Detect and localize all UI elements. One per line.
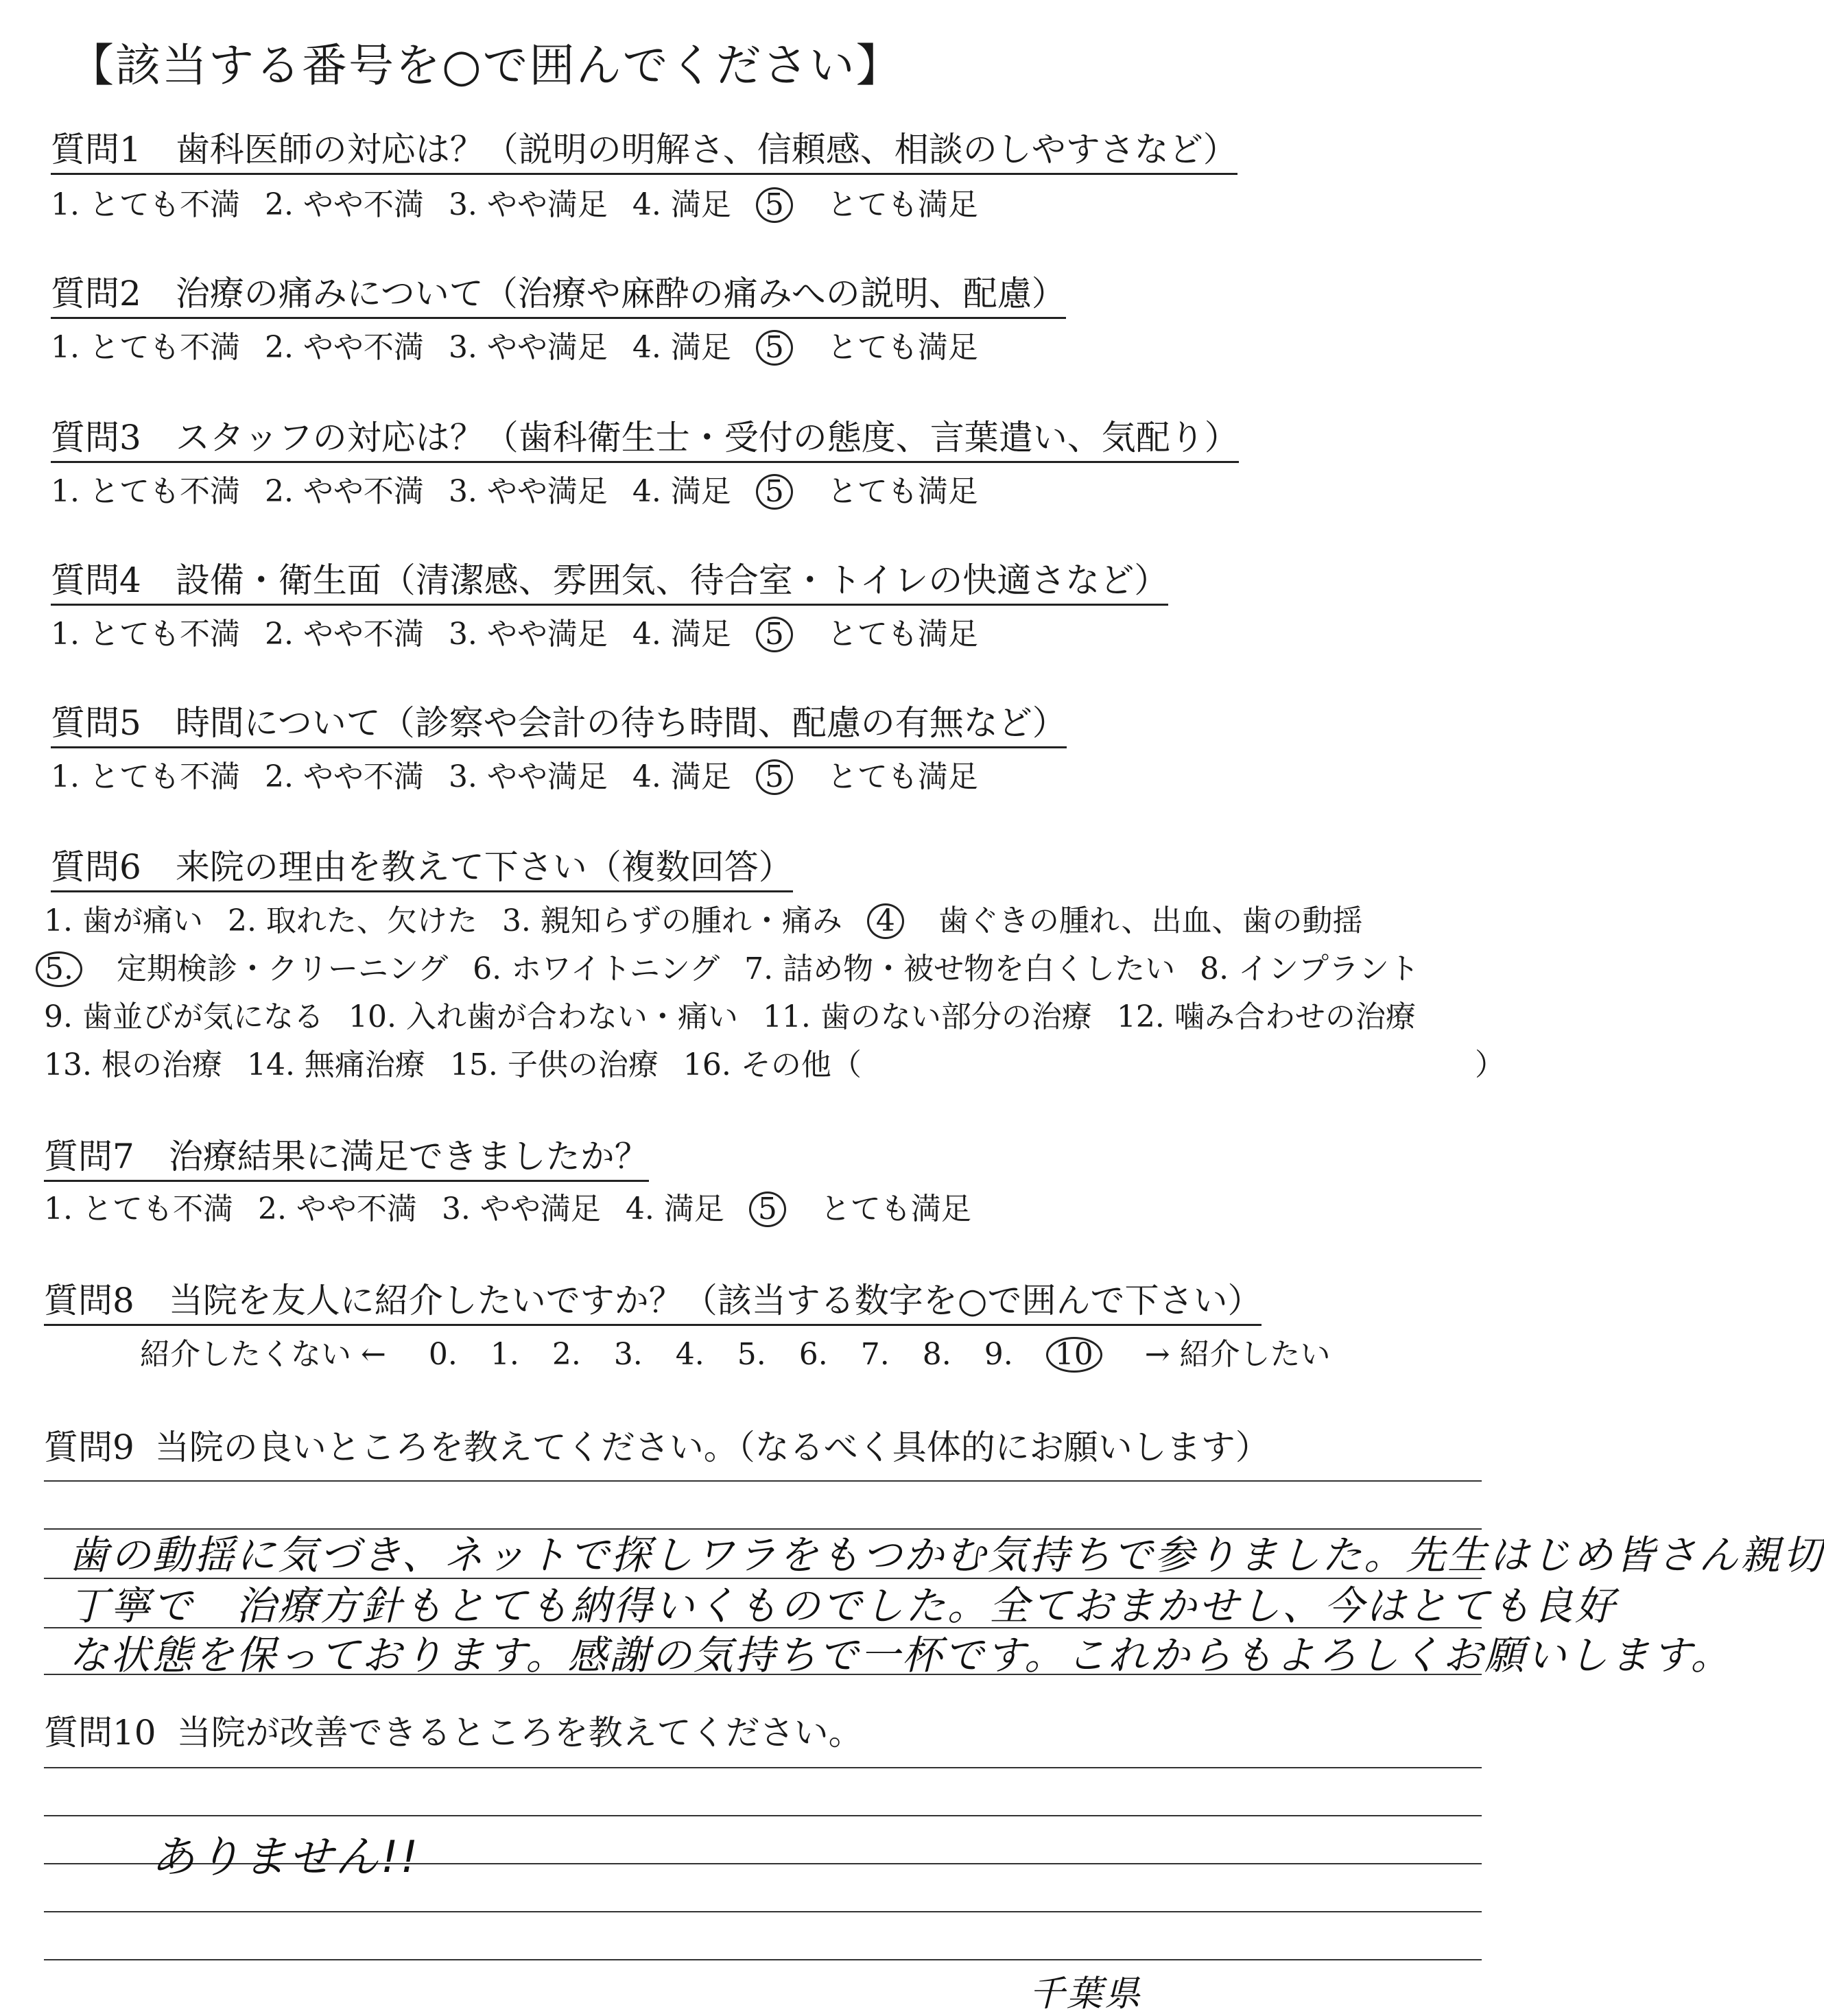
reason-options-line-4[interactable]: 13. 根の治療 14. 無痛治療 15. 子供の治療 16. その他（ [44, 1047, 862, 1082]
question-heading: 質問4 設備・衛生面（清潔感、雰囲気、待合室・トイレの快適さなど） [51, 553, 1168, 606]
answer-line [44, 1959, 1482, 1960]
handwritten-answer-line-1: 歯の動揺に気づき、ネットで探しワラをもつかむ気持ちで参りました。先生はじめ皆さん親切 [69, 1532, 1824, 1578]
reason-options-line-3[interactable]: 9. 歯並びが気になる 10. 入れ歯が合わない・痛い 11. 歯のない部分の治療 12. 噛み合わせの治療 [44, 999, 1416, 1034]
question-heading: 質問6 来院の理由を教えて下さい（複数回答） [51, 840, 793, 892]
prefecture-text: 千葉県 [1029, 1973, 1143, 2015]
selected-rating: 5 [756, 187, 793, 223]
handwritten-answer-line-3: な状態を保っております。感謝の気持ちで一杯です。これからもよろしくお願いします。 [69, 1632, 1733, 1679]
answer-line [44, 1911, 1482, 1912]
rating-options[interactable]: 1. とても不満 2. やや不満 3. やや満足 4. 満足 5 とても満足 [51, 474, 978, 509]
reason-options-line-1[interactable]: 1. 歯が痛い 2. 取れた、欠けた 3. 親知らずの腫れ・痛み 4 歯ぐきの腫れ、出血、歯の動揺 [44, 903, 1363, 938]
selected-rating: 5 [756, 759, 793, 795]
reason-options-line-2[interactable]: 5. 定期検診・クリーニング 6. ホワイトニング 7. 詰め物・被せ物を白くしたい 8. インプラント [36, 944, 1444, 988]
selected-reason-5: 5. [36, 951, 82, 987]
question-heading: 質問10 当院が改善できるところを教えてください。 [44, 1713, 863, 1753]
rating-options[interactable]: 1. とても不満 2. やや不満 3. やや満足 4. 満足 5 とても満足 [51, 759, 978, 794]
answer-line [44, 1480, 1482, 1482]
selected-rating: 5 [756, 474, 793, 510]
selected-rating: 5 [756, 617, 793, 652]
rating-options[interactable]: 1. とても不満 2. やや不満 3. やや満足 4. 満足 5 とても満足 [51, 330, 978, 365]
selected-rating: 5 [749, 1191, 786, 1227]
answer-line [44, 1815, 1482, 1816]
selected-score: 10 [1046, 1337, 1102, 1373]
recommend-scale[interactable]: 紹介したくない ← 0. 1. 2. 3. 4. 5. 6. 7. 8. 9. 10 → 紹介したい [140, 1337, 1331, 1372]
answer-line [44, 1767, 1482, 1768]
question-heading: 質問7 治療結果に満足できましたか？ [44, 1129, 649, 1182]
selected-reason-4: 4 [867, 903, 904, 939]
question-heading: 質問2 治療の痛みについて（治療や麻酔の痛みへの説明、配慮） [51, 266, 1066, 319]
selected-rating: 5 [756, 330, 793, 366]
question-heading: 質問3 スタッフの対応は？（歯科衛生士・受付の態度、言葉遣い、気配り） [51, 410, 1239, 463]
question-heading: 質問8 当院を友人に紹介したいですか？（該当する数字を○で囲んで下さい） [44, 1273, 1262, 1326]
question-heading: 質問5 時間について（診察や会計の待ち時間、配慮の有無など） [51, 696, 1067, 748]
question-heading: 質問9 当院の良いところを教えてください。（なるべく具体的にお願いします） [44, 1427, 1270, 1467]
rating-options[interactable]: 1. とても不満 2. やや不満 3. やや満足 4. 満足 5 とても満足 [44, 1191, 971, 1226]
other-close-paren: ） [1475, 1047, 1505, 1082]
page-title: 【該当する番号を○で囲んでください】 [69, 39, 903, 92]
question-heading: 質問1 歯科医師の対応は？（説明の明解さ、信頼感、相談のしやすさなど） [51, 122, 1237, 175]
handwritten-answer-line-2: 丁寧で 治療方針もとても納得いくものでした。全ておまかせし、今はとても良好 [69, 1582, 1618, 1629]
rating-options[interactable]: 1. とても不満 2. やや不満 3. やや満足 4. 満足 5 とても満足 [51, 187, 978, 222]
handwritten-answer: ありません!! [151, 1832, 421, 1883]
rating-options[interactable]: 1. とても不満 2. やや不満 3. やや満足 4. 満足 5 とても満足 [51, 617, 978, 652]
